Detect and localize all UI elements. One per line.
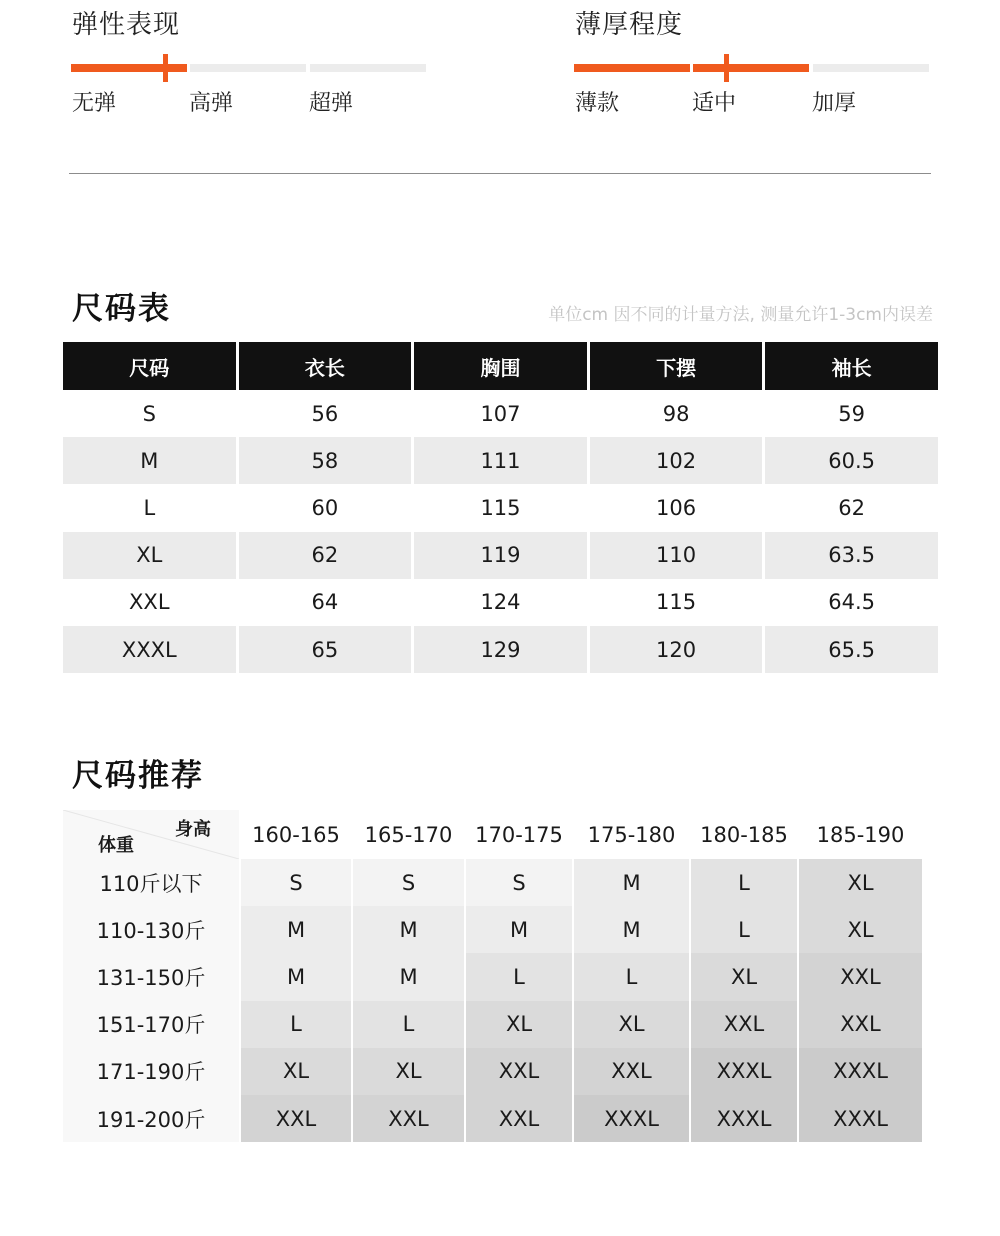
recommended-size-cell: XXL	[466, 1095, 572, 1142]
recommendation-row	[63, 1095, 938, 1142]
size-chart-cell: 59	[838, 401, 866, 426]
elasticity-track-segment-2	[190, 64, 306, 72]
recommended-size-cell: L	[241, 1001, 351, 1048]
thickness-title: 薄厚程度	[575, 10, 684, 40]
weight-axis-label: 体重	[98, 835, 134, 856]
size-chart-header-row	[63, 342, 938, 390]
recommended-size-cell: M	[353, 906, 464, 953]
thickness-level-label: 加厚	[812, 91, 857, 116]
size-chart-cell: 120	[590, 626, 763, 673]
section-divider	[69, 173, 931, 174]
thickness-level-label: 薄款	[575, 91, 620, 116]
recommended-size-cell: XL	[353, 1048, 464, 1095]
recommended-size-cell: XL	[691, 953, 797, 1000]
thickness-track-segment-2	[693, 64, 809, 72]
size-chart-header: 下摆	[590, 342, 763, 390]
recommended-size-cell: XL	[799, 906, 922, 953]
size-chart-row	[63, 579, 938, 626]
recommended-size-cell: XXXL	[691, 1095, 797, 1142]
size-recommendation-title: 尺码推荐	[72, 758, 204, 794]
height-range-header: 165-170	[353, 810, 464, 859]
elasticity-track-segment-1	[71, 64, 187, 72]
size-chart-cell: 129	[414, 626, 587, 673]
size-chart-cell: 110	[590, 532, 763, 579]
recommended-size-cell: XL	[799, 859, 922, 906]
recommended-size-cell: XL	[241, 1048, 351, 1095]
size-chart-cell: 56	[311, 401, 339, 426]
size-chart-header: 胸围	[414, 342, 587, 390]
size-chart-table	[63, 342, 938, 673]
size-chart-cell: 58	[239, 437, 412, 484]
size-chart-header: 袖长	[765, 342, 938, 390]
weight-range-label: 171-190斤	[63, 1048, 239, 1095]
size-chart-cell: 107	[480, 401, 521, 426]
elasticity-level-label: 高弹	[189, 91, 234, 116]
weight-range-label: 151-170斤	[63, 1001, 239, 1048]
elasticity-track-segment-3	[310, 64, 426, 72]
recommended-size-cell: L	[466, 953, 572, 1000]
recommended-size-cell: XXXL	[691, 1048, 797, 1095]
recommendation-row	[63, 1001, 938, 1048]
size-chart-row	[63, 390, 938, 437]
height-axis-label: 身高	[175, 819, 211, 840]
recommended-size-cell: XXXL	[799, 1095, 922, 1142]
recommendation-row	[63, 906, 938, 953]
size-chart-cell: 62	[239, 532, 412, 579]
recommended-size-cell: L	[691, 906, 797, 953]
elasticity-marker	[163, 54, 168, 82]
corner-cell	[63, 810, 239, 859]
size-chart-header: 尺码	[63, 342, 236, 390]
recommended-size-cell: S	[241, 859, 351, 906]
size-chart-cell: 65.5	[765, 626, 938, 673]
size-chart-cell: 64.5	[828, 590, 876, 615]
recommendation-header-row	[63, 810, 938, 859]
recommended-size-cell: M	[241, 953, 351, 1000]
size-chart-cell: 119	[414, 532, 587, 579]
size-chart-cell: 98	[662, 401, 690, 426]
weight-range-label: 191-200斤	[63, 1095, 239, 1142]
size-chart-cell: XXL	[129, 590, 170, 615]
size-chart-cell: 64	[311, 590, 339, 615]
recommended-size-cell: XXL	[799, 1001, 922, 1048]
size-chart-row	[63, 626, 938, 673]
weight-range-label: 110-130斤	[63, 906, 239, 953]
size-chart-row	[63, 532, 938, 579]
recommended-size-cell: XXL	[691, 1001, 797, 1048]
size-chart-cell: S	[142, 401, 156, 426]
diagonal-line	[63, 810, 239, 859]
recommendation-row	[63, 953, 938, 1000]
size-recommendation-grid	[63, 810, 938, 1142]
size-chart-cell: 115	[480, 495, 521, 520]
size-chart-cell: L	[143, 495, 156, 520]
weight-range-label: 110斤以下	[63, 859, 239, 906]
thickness-marker	[724, 54, 729, 82]
measurement-note: 单位cm 因不同的计量方法, 测量允许1-3cm内误差	[548, 305, 933, 325]
recommended-size-cell: XXL	[241, 1095, 351, 1142]
height-range-header: 170-175	[466, 810, 572, 859]
recommended-size-cell: XXL	[353, 1095, 464, 1142]
elasticity-level-label: 无弹	[72, 91, 117, 116]
recommendation-row	[63, 859, 938, 906]
size-chart-cell: 124	[480, 590, 521, 615]
recommended-size-cell: M	[574, 906, 689, 953]
height-range-header: 185-190	[799, 810, 922, 859]
recommended-size-cell: M	[241, 906, 351, 953]
recommended-size-cell: XXXL	[799, 1048, 922, 1095]
thickness-track-segment-3	[813, 64, 929, 72]
recommended-size-cell: S	[353, 859, 464, 906]
recommended-size-cell: L	[353, 1001, 464, 1048]
size-chart-header: 衣长	[239, 342, 412, 390]
recommended-size-cell: XXL	[574, 1048, 689, 1095]
recommended-size-cell: XL	[466, 1001, 572, 1048]
height-range-header: 175-180	[574, 810, 689, 859]
thickness-track-segment-1	[574, 64, 690, 72]
height-range-header: 180-185	[691, 810, 797, 859]
recommended-size-cell: S	[466, 859, 572, 906]
size-chart-cell: 62	[838, 495, 866, 520]
size-chart-cell: 111	[414, 437, 587, 484]
elasticity-title: 弹性表现	[72, 10, 181, 40]
size-chart-cell: XL	[63, 532, 236, 579]
recommended-size-cell: XXL	[466, 1048, 572, 1095]
size-chart-cell: 102	[590, 437, 763, 484]
recommended-size-cell: M	[466, 906, 572, 953]
weight-range-label: 131-150斤	[63, 953, 239, 1000]
height-range-header: 160-165	[241, 810, 351, 859]
thickness-level-label: 适中	[692, 91, 737, 116]
size-chart-cell: 60	[311, 495, 339, 520]
elasticity-level-label: 超弹	[309, 91, 354, 116]
recommended-size-cell: XL	[574, 1001, 689, 1048]
recommended-size-cell: L	[691, 859, 797, 906]
recommended-size-cell: XXL	[799, 953, 922, 1000]
size-chart-row	[63, 437, 938, 484]
recommended-size-cell: M	[574, 859, 689, 906]
size-chart-cell: 106	[656, 495, 697, 520]
size-chart-cell: 115	[656, 590, 697, 615]
size-chart-cell: 60.5	[765, 437, 938, 484]
size-chart-cell: 63.5	[765, 532, 938, 579]
recommended-size-cell: M	[353, 953, 464, 1000]
recommended-size-cell: L	[574, 953, 689, 1000]
size-chart-row	[63, 484, 938, 531]
size-chart-cell: M	[63, 437, 236, 484]
size-chart-cell: XXXL	[63, 626, 236, 673]
size-chart-cell: 65	[239, 626, 412, 673]
recommended-size-cell: XXXL	[574, 1095, 689, 1142]
recommendation-row	[63, 1048, 938, 1095]
size-chart-title: 尺码表	[72, 291, 171, 327]
